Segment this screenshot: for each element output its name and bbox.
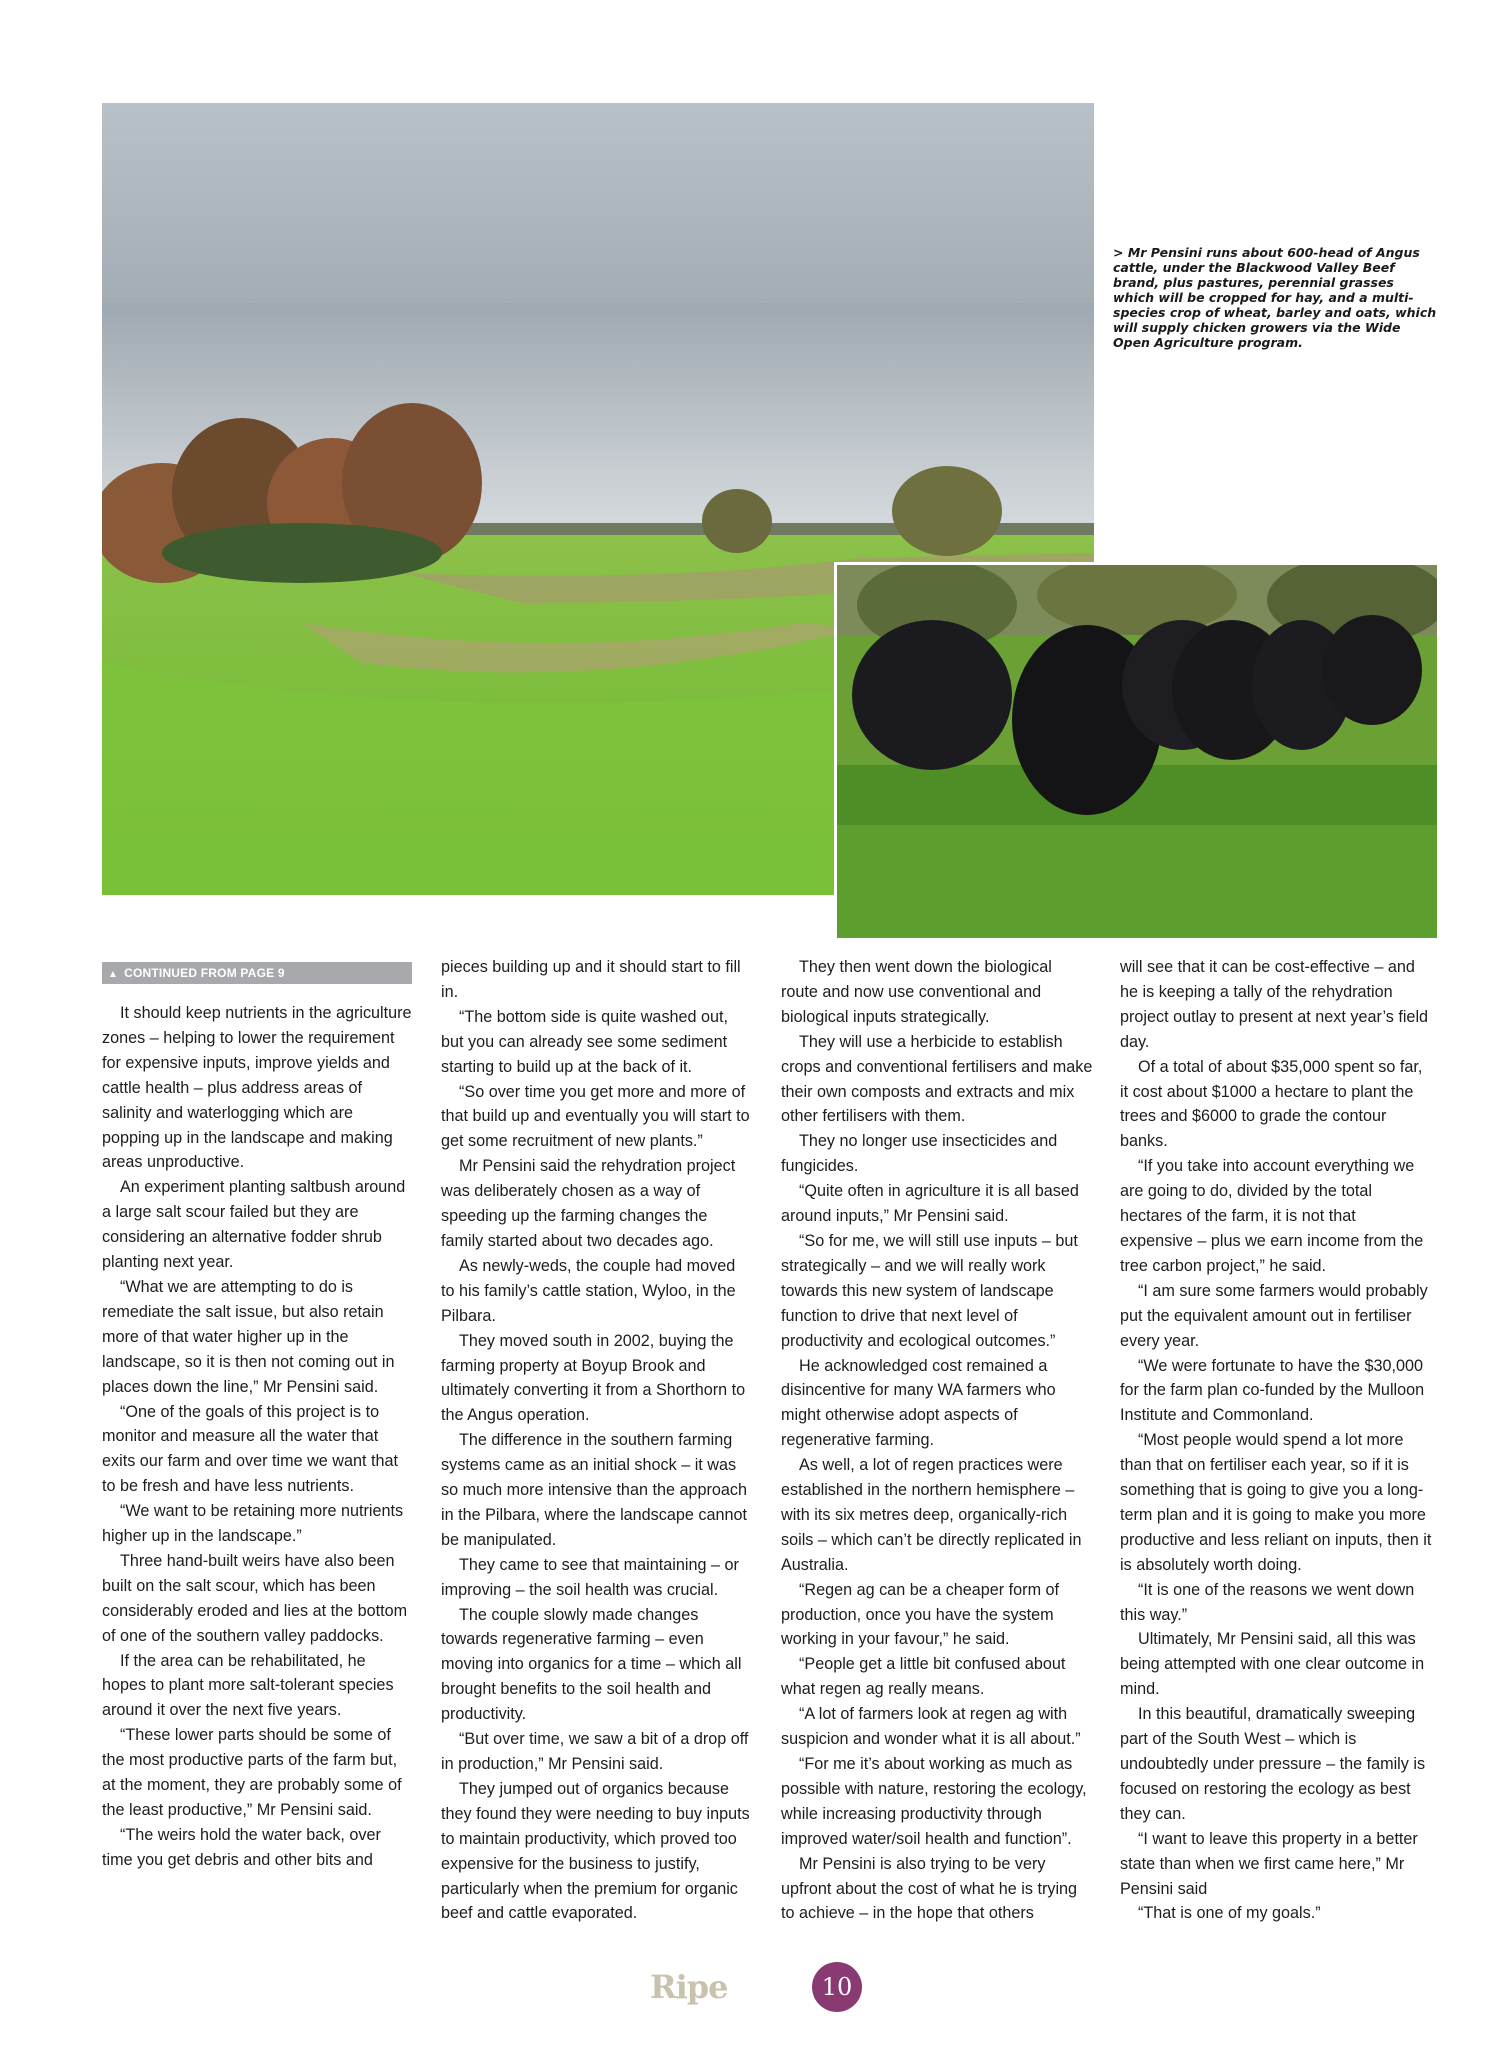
article-paragraph: As newly-weds, the couple had moved to his family’s cattle station, Wyloo, in the Pilbara.: [441, 1256, 736, 1325]
article-paragraph: “Most people would spend a lot more than that on fertiliser each year, so if it is something that is going to give you a long-term plan and it is going to make you more productive and less reliant on inputs, then it is absolutely worth doing.: [1120, 1431, 1432, 1574]
article-paragraph: They then went down the biological route and now use conventional and biological inputs strategically.: [781, 958, 1052, 1026]
photo-caption: > Mr Pensini runs about 600-head of Angus cattle, under the Blackwood Valley Beef brand, plus pastures, perennial grasses which will be cropped for hay, and a multi-species crop of wheat, barley and oats, which will supply chicken growers via the Wide Open Agriculture program.: [1113, 245, 1437, 350]
cattle-photo: [834, 562, 1440, 941]
article-paragraph: “If you take into account everything we are going to do, divided by the total hectares of the farm, it is not that expensive – plus we earn income from the tree carbon project,” he said.: [1120, 1157, 1424, 1275]
article-paragraph: They no longer use insecticides and fungicides.: [781, 1132, 1058, 1176]
article-paragraph: Mr Pensini is also trying to be very upfront about the cost of what he is trying to achieve – in the hope that others: [781, 1854, 1078, 1923]
article-paragraph: “The weirs hold the water back, over time you get debris and other bits and: [102, 1825, 381, 1869]
continued-banner: [102, 962, 412, 984]
cattle-illustration: [837, 565, 1437, 938]
article-paragraph: “We want to be retaining more nutrients higher up in the landscape.”: [102, 1502, 404, 1546]
article-paragraph: Three hand-built weirs have also been built on the salt scour, which has been considerably eroded and lies at the bottom of one of the southern valley paddocks.: [102, 1551, 408, 1645]
article-paragraph: “Quite often in agriculture it is all based around inputs,” Mr Pensini said.: [781, 1182, 1079, 1226]
article-paragraph: “The bottom side is quite washed out, but you can already see some sediment starting to build up at the back of it.: [441, 1007, 729, 1076]
article-paragraph: They moved south in 2002, buying the farming property at Boyup Brook and ultimately converting it from a Shorthorn to the Angus operation.: [441, 1331, 746, 1425]
article-paragraph: They will use a herbicide to establish crops and conventional fertilisers and make their own composts and extracts and mix other fertilisers with them.: [781, 1032, 1093, 1126]
article-paragraph: “I want to leave this property in a better state than when we first came here,” Mr Pensini said: [1120, 1829, 1418, 1898]
article-paragraph: They came to see that maintaining – or improving – the soil health was crucial.: [441, 1555, 739, 1599]
article-paragraph: “I am sure some farmers would probably put the equivalent amount out in fertiliser every year.: [1120, 1281, 1428, 1350]
article-paragraph: It should keep nutrients in the agriculture zones – helping to lower the requirement for expensive inputs, improve yields and cattle health – plus address areas of salinity and waterlogging which are popping up in the landscape and making areas unproductive.: [102, 1004, 412, 1172]
article-paragraph: “So over time you get more and more of that build up and eventually you will start to get some recruitment of new plants.”: [441, 1082, 750, 1151]
article-paragraph: “These lower parts should be some of the most productive parts of the farm but, at the moment, they are probably some of the least productive,” Mr Pensini said.: [102, 1726, 402, 1819]
continued-label: CONTINUED FROM PAGE 9: [124, 966, 285, 980]
article-column-3: [781, 955, 1093, 1926]
article-paragraph: Mr Pensini said the rehydration project was deliberately chosen as a way of speeding up the farming changes the family started about two decades ago.: [441, 1157, 736, 1250]
article-paragraph: He acknowledged cost remained a disincentive for many WA farmers who might otherwise adopt aspects of regenerative farming.: [781, 1356, 1056, 1450]
article-paragraph: As well, a lot of regen practices were established in the northern hemisphere – with its six metres deep, organically-rich soils – which can’t be directly replicated in Australia.: [781, 1456, 1082, 1574]
article-paragraph: “That is one of my goals.”: [1138, 1904, 1321, 1923]
article-paragraph: “For me it’s about working as much as possible with nature, restoring the ecology, while increasing productivity through improved water/soil health and function”.: [781, 1755, 1087, 1848]
article-paragraph: “We were fortunate to have the $30,000 for the farm plan co-funded by the Mulloon Institute and Commonland.: [1120, 1356, 1425, 1425]
article-paragraph: Of a total of about $35,000 spent so far, it cost about $1000 a hectare to plant the trees and $6000 to grade the contour banks.: [1120, 1057, 1423, 1151]
article-column-1: [102, 1001, 414, 1873]
article-paragraph: “But over time, we saw a bit of a drop off in production,” Mr Pensini said.: [441, 1730, 749, 1773]
article-paragraph: “A lot of farmers look at regen ag with suspicion and wonder what it is all about.”: [781, 1705, 1081, 1749]
article-paragraph: They jumped out of organics because they found they were needing to buy inputs to maintain productivity, which proved too expensive for the business to justify, particularly when the premium for organic beef and cattle evaporated.: [441, 1779, 750, 1923]
article-paragraph: The difference in the southern farming systems came as an initial shock – it was so much more intensive than the approach in the Pilbara, where the landscape cannot be manipulated.: [441, 1431, 747, 1549]
article-paragraph: An experiment planting saltbush around a large salt scour failed but they are considering an alternative fodder shrub planting next year.: [102, 1178, 406, 1272]
article-paragraph: “So for me, we will still use inputs – but strategically – and we will really work towards this new system of landscape function to drive that next level of productivity and ecological outcomes.”: [781, 1231, 1078, 1350]
article-column-4: [1120, 955, 1432, 1926]
article-paragraph: If the area can be rehabilitated, he hopes to plant more salt-tolerant species around it over the next five years.: [102, 1651, 394, 1720]
article-paragraph: “What we are attempting to do is remediate the salt issue, but also retain more of that water higher up in the landscape, so it is then not coming out in places down the line,” Mr Pensini said.: [102, 1277, 395, 1396]
article-paragraph: pieces building up and it should start to fill in.: [441, 958, 741, 1001]
article-paragraph: “It is one of the reasons we went down this way.”: [1120, 1580, 1415, 1624]
article-paragraph: “Regen ag can be a cheaper form of production, once you have the system working in your favour,” he said.: [781, 1580, 1060, 1649]
article-paragraph: will see that it can be cost-effective – and he is keeping a tally of the rehydration project outlay to present at next year’s field day.: [1120, 958, 1429, 1051]
article-column-2: [441, 955, 753, 1926]
page-number: 10: [812, 1962, 862, 2012]
triangle-up-icon: ▲: [108, 969, 119, 980]
article-paragraph: The couple slowly made changes towards regenerative farming – even moving into organics for a time – which all brought benefits to the soil health and productivity.: [441, 1605, 742, 1724]
article-paragraph: In this beautiful, dramatically sweeping part of the South West – which is undoubtedly under pressure – the family is focused on restoring the ecology as best they can.: [1120, 1705, 1426, 1823]
article-paragraph: Ultimately, Mr Pensini said, all this was being attempted with one clear outcome in mind.: [1120, 1630, 1425, 1699]
article-paragraph: “People get a little bit confused about what regen ag really means.: [781, 1655, 1066, 1699]
ripe-logo: Ripe: [650, 1968, 728, 2006]
article-paragraph: “One of the goals of this project is to monitor and measure all the water that exits our farm and over time we want that to be fresh and have less nutrients.: [102, 1402, 398, 1496]
